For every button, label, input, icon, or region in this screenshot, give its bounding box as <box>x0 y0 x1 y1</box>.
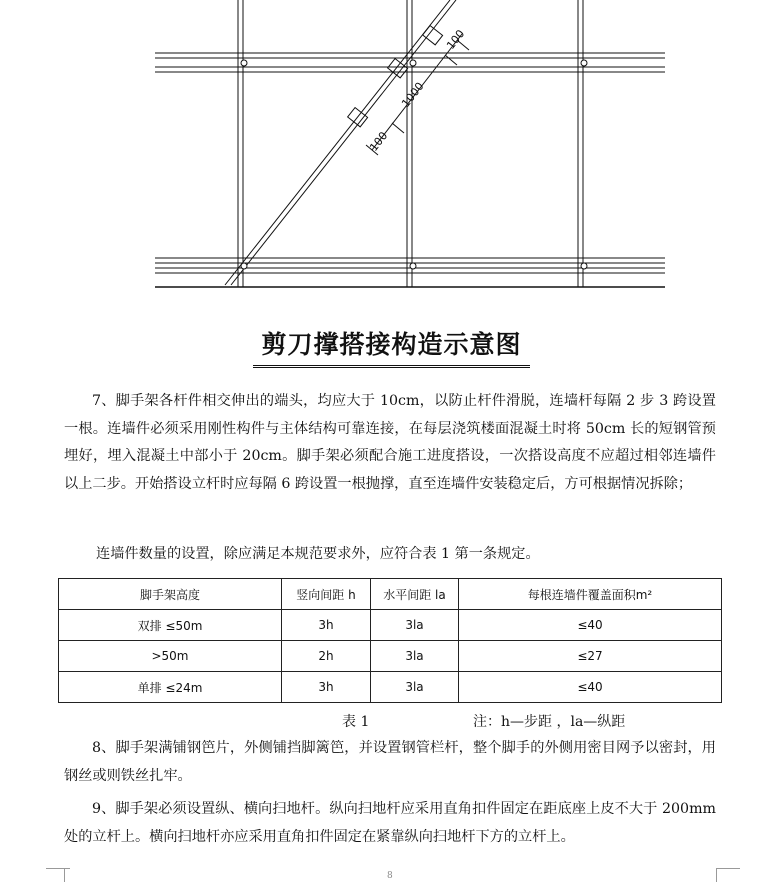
table-cell: 单排 ≤24m <box>59 672 282 703</box>
table-cell: 3h <box>282 672 371 703</box>
table-cell: 双排 ≤50m <box>59 610 282 641</box>
table-row <box>59 641 722 672</box>
page-corner-mark-right-tick <box>716 868 737 882</box>
table-caption: 表 1 <box>342 714 370 730</box>
table-cell: 3la <box>371 672 459 703</box>
page-number: 8 <box>387 871 393 881</box>
table-note: 注：h—步距 ，la—纵距 <box>473 714 626 730</box>
table-header-cell: 脚手架高度 <box>59 579 282 610</box>
table-cell: 3la <box>371 641 459 672</box>
figure-title: 剪刀撑搭接构造示意图 <box>253 325 529 368</box>
table-header-cell: 水平间距 la <box>371 579 459 610</box>
scissor-brace-diagram <box>0 0 783 300</box>
table-header-row <box>59 579 722 610</box>
table-cell: 3la <box>371 610 459 641</box>
table-row <box>59 672 722 703</box>
table-cell: ≤40 <box>459 672 722 703</box>
paragraph-7: 7、脚手架各杆件相交伸出的端头，均应大于 10cm，以防止杆件滑脱，连墙杆每隔 2 步 3 跨设置一根。连墙件必须采用刚性构件与主体结构可靠连接，在每层浇筑楼面混凝土时将 50cm 长的短钢管预埋好，埋入混凝土中部小于 20cm。脚手架必须配合施工进度搭设，一次搭设高度不应超过相邻连墙件以上二步。开始搭设立杆时应每隔 6 跨设置一根抛撑，直至连墙件安装稳定后，方可根据情况拆除； <box>64 393 716 492</box>
table-cell: 3h <box>282 610 371 641</box>
table-header-cell: 竖向间距 h <box>282 579 371 610</box>
page-corner-mark-left-tick <box>46 868 65 882</box>
dim-label-bottom: 100 <box>367 129 391 154</box>
table-row <box>59 610 722 641</box>
paragraph-wall-tie: 连墙件数量的设置，除应满足本规范要求外，应符合表 1 第一条规定。 <box>96 546 540 562</box>
table-cell: >50m <box>59 641 282 672</box>
table-header-cell: 每根连墙件覆盖面积m² <box>459 579 722 610</box>
dim-label-top: 100 <box>444 27 468 52</box>
paragraph-8: 8、脚手架满铺钢笆片，外侧铺挡脚篱笆，并设置钢管栏杆，整个脚手的外侧用密目网予以密封，用钢丝或则铁丝扎牢。 <box>64 740 716 784</box>
paragraph-9: 9、脚手架必须设置纵、横向扫地杆。纵向扫地杆应采用直角扣件固定在距底座上皮不大于 200mm 处的立杆上。横向扫地杆亦应采用直角扣件固定在紧靠纵向扫地杆下方的立杆上。 <box>64 801 716 845</box>
table-cell: ≤27 <box>459 641 722 672</box>
table-cell: ≤40 <box>459 610 722 641</box>
dim-label-middle: 1000 <box>399 79 427 110</box>
wall-tie-spec-table <box>58 578 722 703</box>
figure-title-wrap <box>0 325 783 368</box>
table-cell: 2h <box>282 641 371 672</box>
